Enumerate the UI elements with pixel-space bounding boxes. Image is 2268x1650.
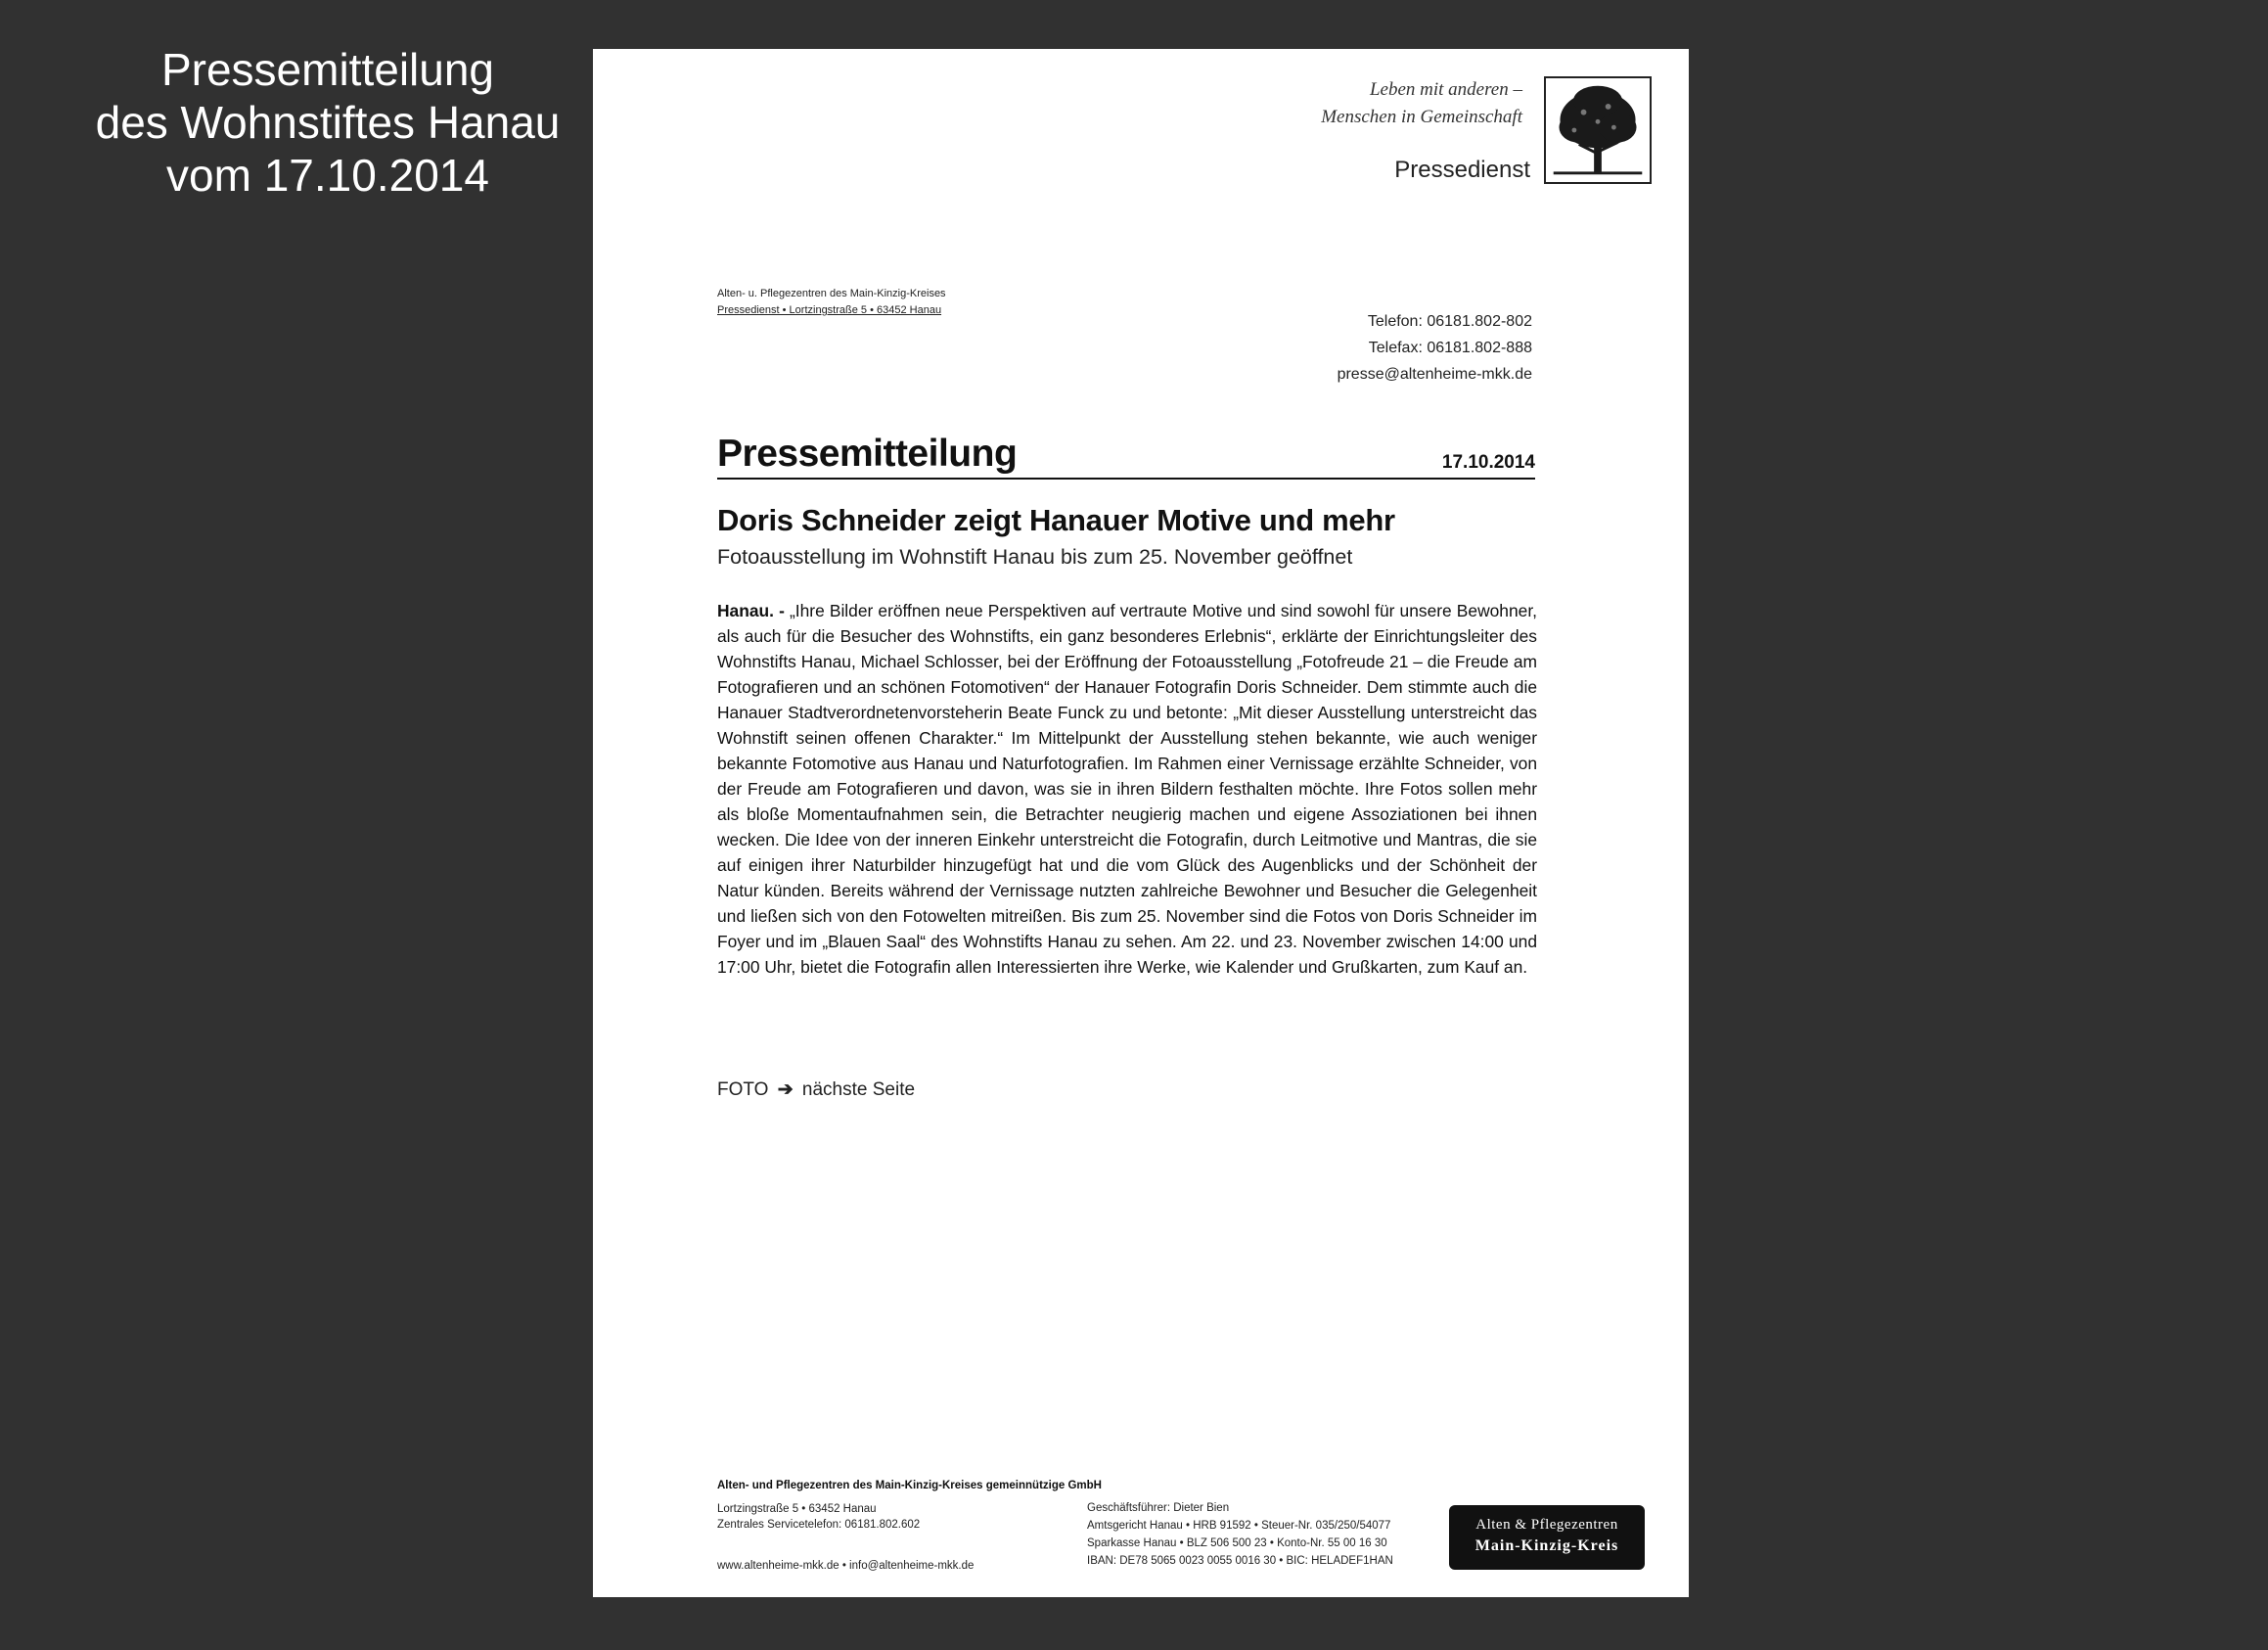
tree-icon — [1544, 76, 1652, 184]
body-paragraph: „Ihre Bilder eröffnen neue Perspektiven auf vertraute Motive und sind sowohl für unsere Bewohner, als auch für die Besucher des Wohnstifts, ein ganz besonderes Erlebnis“, erklärte der Einrichtungsleiter des Wohnstifts Hanau, Michael Schlosser, bei der Eröffnung der Fotoausstellung „Fotofreude 21 – die Freude am Fotografieren und an schönen Fotomotiven“ der Hanauer Fotografin Doris Schneider. Dem stimmte auch die Hanauer Stadtverordnetenvorsteherin Beate Funck zu und betonte: „Mit dieser Ausstellung unterstreicht das Wohnstift seinen offenen Charakter.“ Im Mittelpunkt der Ausstellung stehen bekannte, wie auch weniger bekannte Fotomotive aus Hanau und Naturfotografien. Im Rahmen einer Vernissage erzählte Schneider, von der Freude am Fotografieren und davon, was sie in ihren Bildern festhalten möchte. Ihre Fotos sollen mehr als bloße Momentaufnahmen sein, die Betrachter neugierig machen und eigene Assoziationen bei ihnen wecken. Die Idee von der inneren Einkehr unterstreicht die Fotografin, durch Leitmotive und Mantras, die sie auf einigen ihrer Naturbilder hinzugefügt hat und die vom Glück des Augenblicks und der Schönheit der Natur künden. Bereits während der Vernissage nutzten zahlreiche Bewohner und Besucher die Gelegenheit und ließen sich von den Fotowelten mitreißen. Bis zum 25. November sind die Fotos von Doris Schneider im Foyer und im „Blauen Saal“ des Wohnstifts Hanau zu sehen. Am 22. und 23. November zwischen 14:00 und 17:00 Uhr, bietet die Fotografin allen Interessierten ihre Werke, wie Kalender und Grußkarten, zum Kauf an. — [717, 601, 1537, 977]
footer-left — [717, 1501, 920, 1533]
headline: Doris Schneider zeigt Hanauer Motive und mehr — [717, 503, 1395, 537]
motto-line-2: Menschen in Gemeinschaft — [1321, 107, 1522, 127]
motto-line-1: Leben mit anderen – — [1369, 79, 1522, 100]
foto-label: FOTO — [717, 1079, 769, 1100]
footer-service-phone: Zentrales Servicetelefon: 06181.802.602 — [717, 1519, 921, 1531]
caption-line-2: des Wohnstiftes Hanau — [95, 97, 561, 148]
footer-right — [1087, 1499, 1393, 1570]
title-row — [717, 431, 1535, 480]
footer-logo — [1449, 1505, 1645, 1570]
logo-line-2: Main-Kinzig-Kreis — [1474, 1537, 1619, 1554]
contact-fax: Telefax: 06181.802-888 — [1368, 340, 1532, 356]
footer-court: Amtsgericht Hanau • HRB 91592 • Steuer-Nr. 035/250/54077 — [1087, 1520, 1391, 1532]
foto-note — [717, 1078, 915, 1101]
letterhead-motto — [1321, 76, 1522, 131]
footer-web: www.altenheime-mkk.de • info@altenheime-mkk.de — [717, 1560, 975, 1572]
contact-block — [1338, 308, 1532, 388]
caption-line-3: vom 17.10.2014 — [166, 150, 489, 201]
body-lead: Hanau. - — [717, 601, 785, 620]
footer-company: Alten- und Pflegezentren des Main-Kinzig-Kreises gemeinnützige GmbH — [717, 1480, 1102, 1491]
subheadline: Fotoausstellung im Wohnstift Hanau bis zum 25. November geöffnet — [717, 545, 1353, 569]
document-date: 17.10.2014 — [1441, 452, 1535, 473]
press-release-page — [593, 49, 1689, 1597]
contact-phone: Telefon: 06181.802-802 — [1367, 313, 1532, 330]
caption-line-1: Pressemitteilung — [160, 44, 495, 95]
body-text — [717, 598, 1537, 980]
footer-iban: IBAN: DE78 5065 0023 0055 0016 30 • BIC: HELADEF1HAN — [1087, 1555, 1393, 1567]
document-title: Pressemitteilung — [717, 433, 1018, 475]
sender-line-1: Alten- u. Pflegezentren des Main-Kinzig-Kreises — [717, 288, 946, 299]
logo-line-1: Alten & Pflegezentren — [1475, 1517, 1618, 1533]
slide-caption — [39, 43, 616, 202]
footer-bank: Sparkasse Hanau • BLZ 506 500 23 • Konto-Nr. 55 00 16 30 — [1087, 1537, 1387, 1549]
sender-address — [717, 286, 946, 319]
footer-address: Lortzingstraße 5 • 63452 Hanau — [717, 1503, 877, 1515]
sender-line-2: Pressedienst • Lortzingstraße 5 • 63452 Hanau — [717, 304, 942, 316]
foto-next: nächste Seite — [801, 1079, 916, 1100]
pressedienst-label: Pressedienst — [1394, 157, 1530, 183]
contact-email: presse@altenheime-mkk.de — [1337, 366, 1532, 383]
arrow-right-icon: ➔ — [777, 1079, 794, 1100]
footer-manager: Geschäftsführer: Dieter Bien — [1087, 1502, 1230, 1514]
